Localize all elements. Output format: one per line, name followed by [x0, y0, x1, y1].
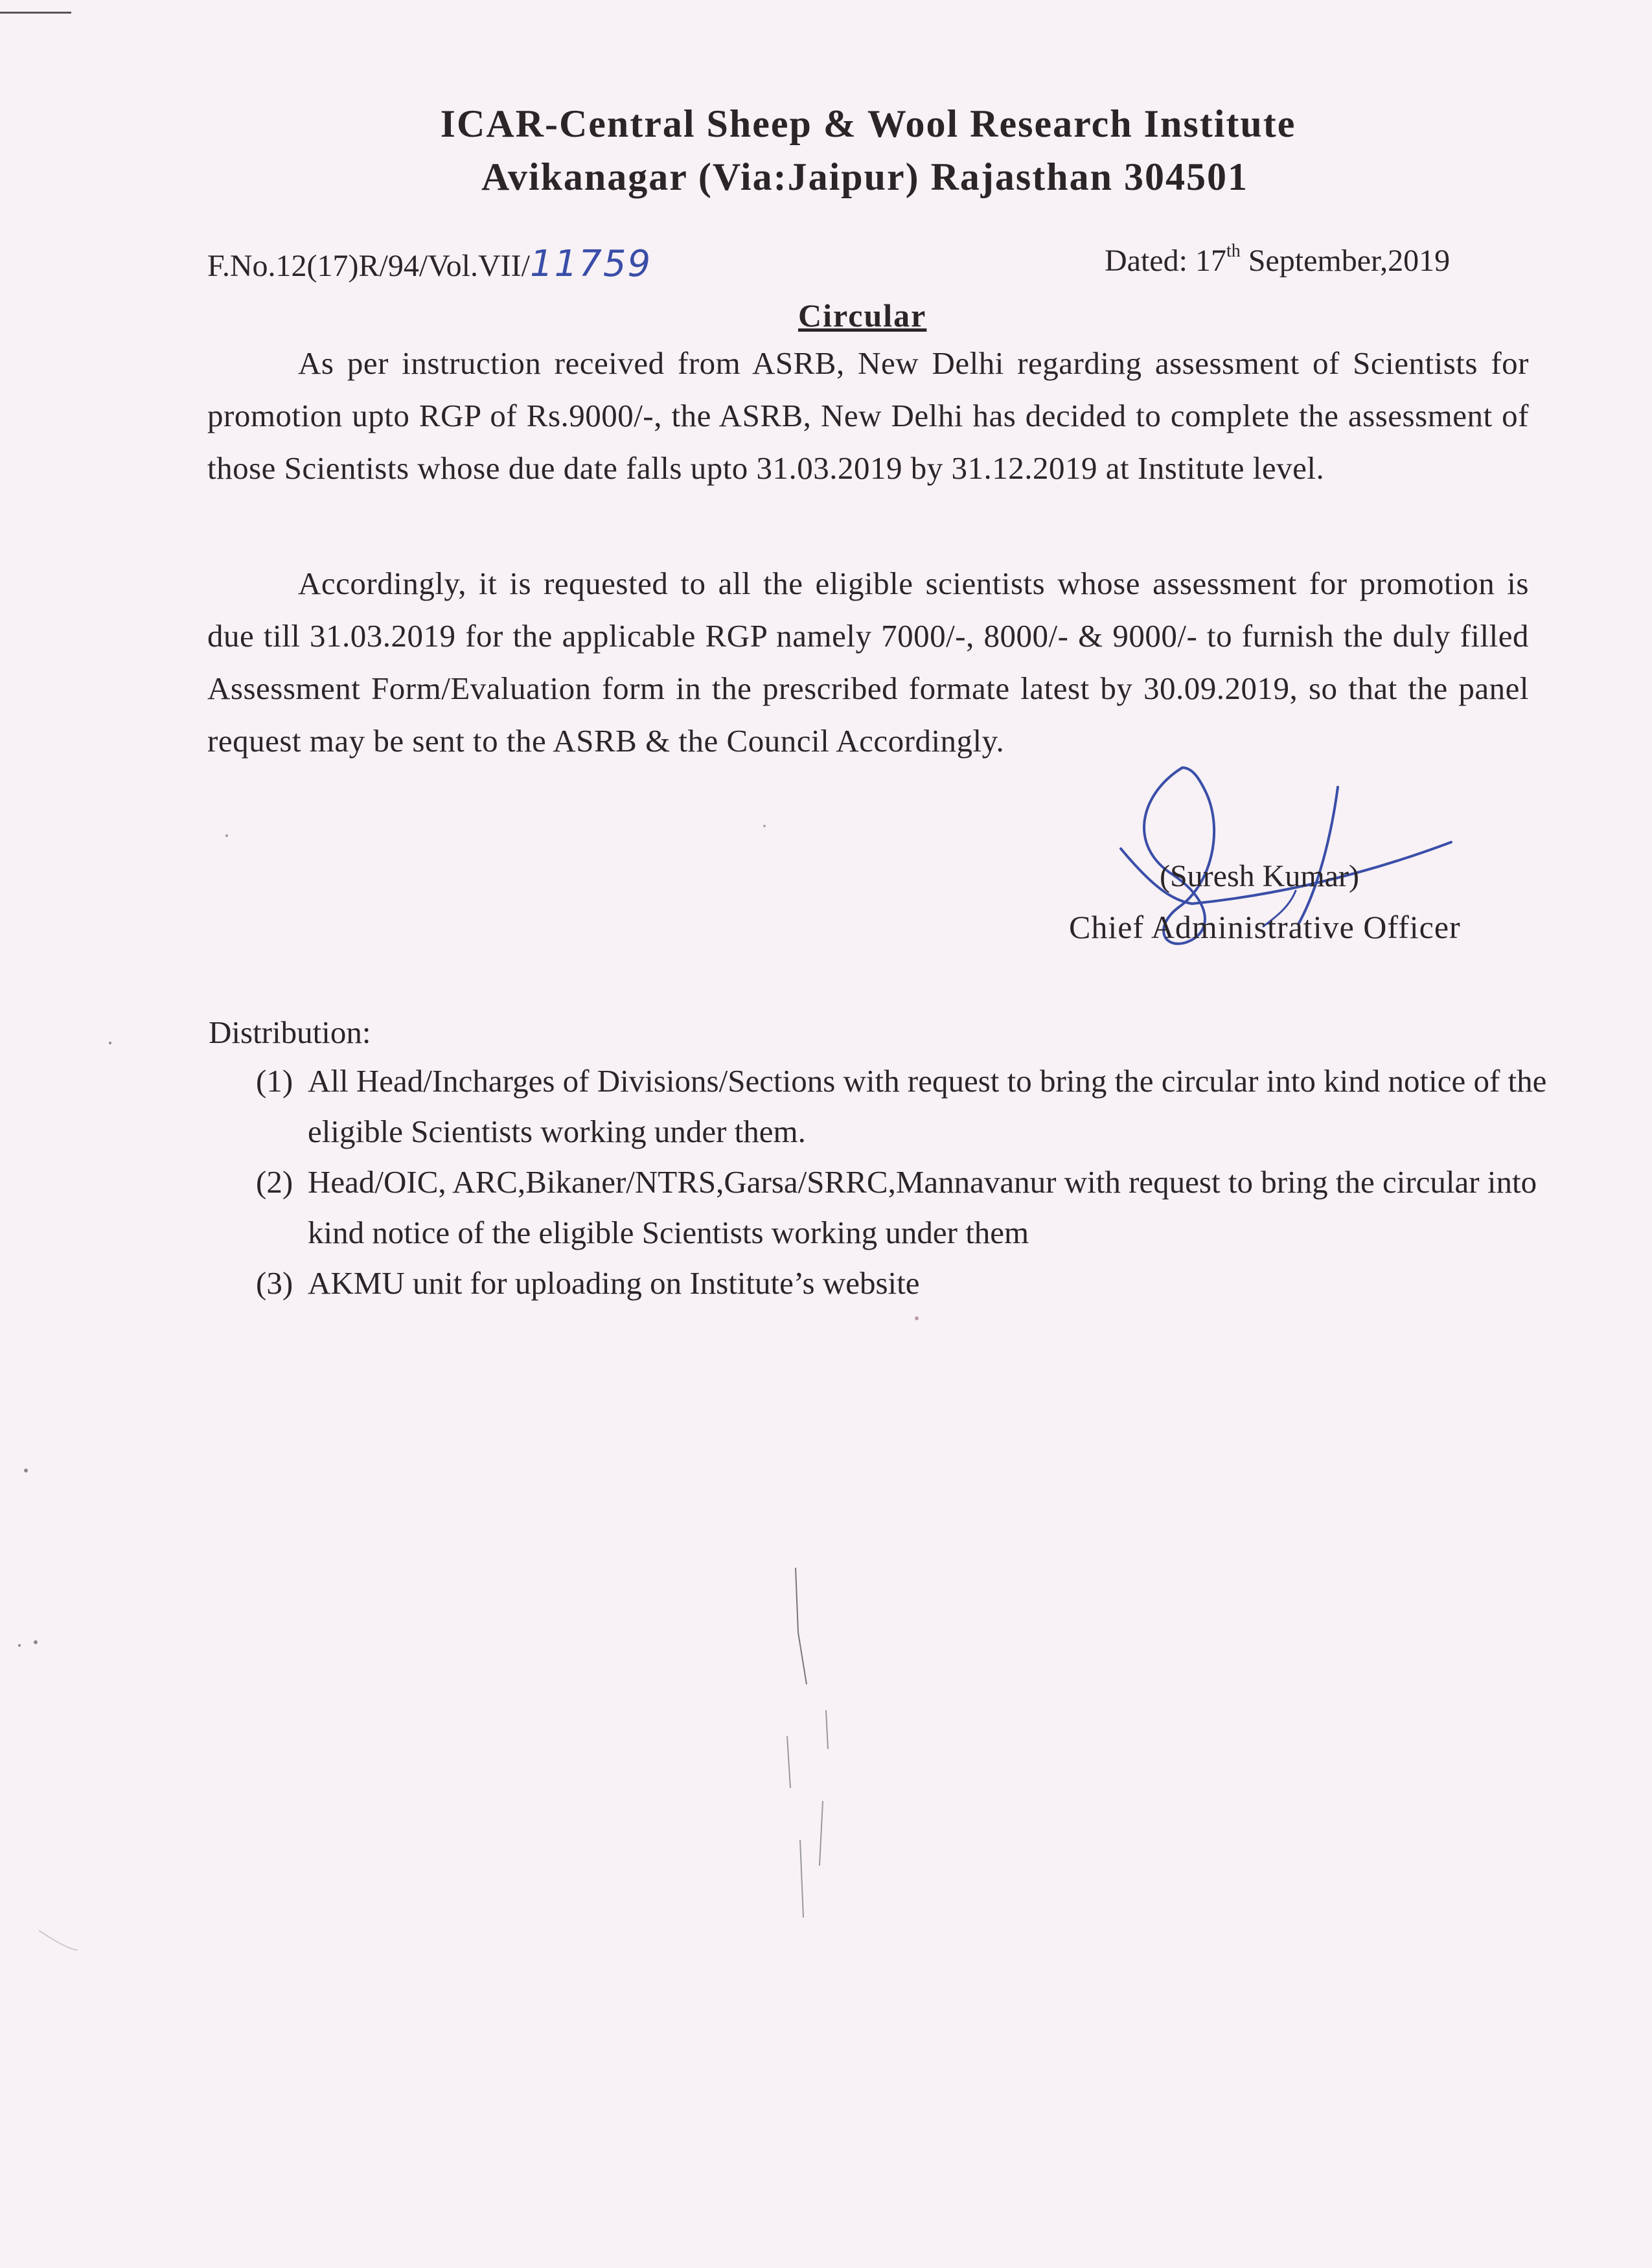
- distribution-item-text: All Head/Incharges of Divisions/Sections with request to bring the circular into kind notice of the eligible Scientists working under them.: [308, 1063, 1547, 1149]
- paragraph-2: Accordingly, it is requested to all the eligible scientists whose assessment for promotion is due till 31.03.2019 for the applicable RGP namely 7000/-, 8000/- & 9000/- to furnish the duly filled Assessment Form/Evaluation form in the prescribed formate latest by 30.09.2019, so that the panel request may be sent to the ASRB & the Council Accordingly.: [207, 566, 1529, 759]
- distribution-item: [256, 1258, 1552, 1309]
- letterhead: [0, 97, 1652, 203]
- institute-address: Avikanagar (Via:Jaipur) Rajasthan 304501: [481, 155, 1248, 198]
- distribution-item-text: AKMU unit for uploading on Institute’s website: [308, 1265, 920, 1301]
- institute-name: ICAR-Central Sheep & Wool Research Institute: [440, 102, 1296, 145]
- date-prefix: Dated: 17: [1105, 244, 1226, 278]
- signatory-designation: Chief Administrative Officer: [1069, 909, 1461, 945]
- distribution-list: [256, 1056, 1552, 1309]
- file-number-handwritten: 11759: [529, 243, 652, 285]
- distribution-item-number: (2): [256, 1164, 293, 1200]
- distribution-item-number: (3): [256, 1265, 293, 1301]
- scan-edge-mark: [0, 12, 71, 14]
- distribution-item-number: (1): [256, 1063, 293, 1099]
- date-ordinal: th: [1226, 241, 1241, 261]
- date-line: [1105, 243, 1450, 279]
- file-number-printed: F.No.12(17)R/94/Vol.VII/: [207, 249, 530, 283]
- signatory-name: (Suresh Kumar): [1160, 859, 1359, 893]
- distribution-item: [256, 1056, 1552, 1157]
- file-number: [207, 243, 652, 285]
- distribution-item: [256, 1157, 1552, 1258]
- date-suffix: September,2019: [1240, 244, 1451, 278]
- document-title: Circular: [798, 297, 927, 334]
- distribution-item-text: Head/OIC, ARC,Bikaner/NTRS,Garsa/SRRC,Mannavanur with request to bring the circular into kind notice of the eligible Scientists working under them: [308, 1164, 1537, 1250]
- paragraph-1: As per instruction received from ASRB, New Delhi regarding assessment of Scientists for promotion upto RGP of Rs.9000/-, the ASRB, New Delhi has decided to complete the assessment of those Scientists whose due date falls upto 31.03.2019 by 31.12.2019 at Institute level.: [207, 345, 1529, 486]
- distribution-heading: Distribution:: [209, 1014, 371, 1050]
